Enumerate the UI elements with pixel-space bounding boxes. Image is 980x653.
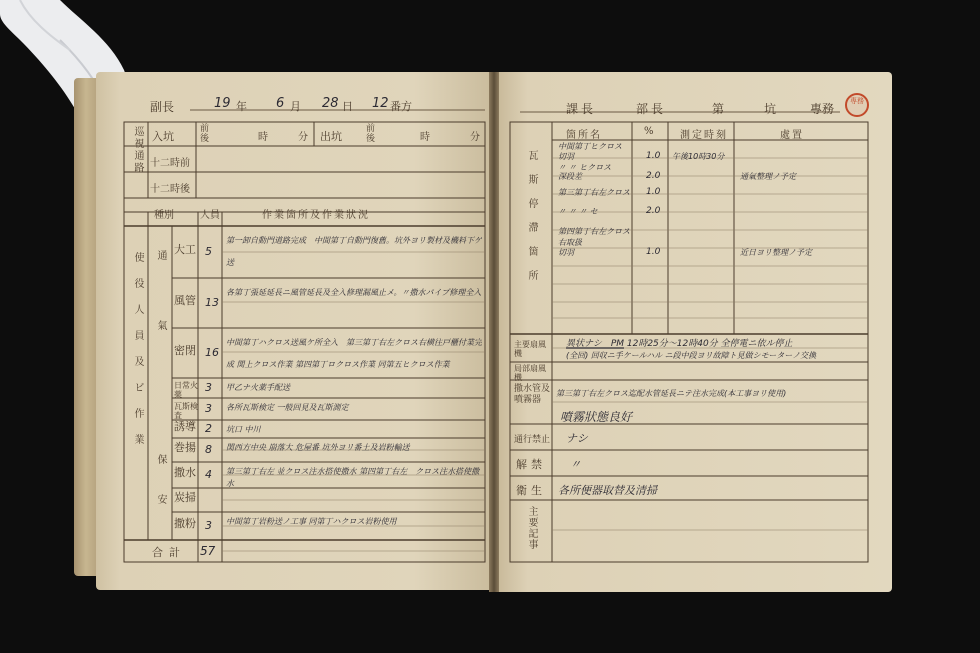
lifting-label: 解禁 xyxy=(516,458,546,471)
before-noon-label: 十二時前 xyxy=(150,158,190,169)
year-value: 19 xyxy=(214,96,231,111)
month-value: 6 xyxy=(276,96,285,111)
gas-row-action: 通氣整理ノ予定 xyxy=(740,172,796,181)
gas-column-header: 處置 xyxy=(780,130,804,141)
row-workers: 4 xyxy=(205,468,212,481)
row-category: 密閉 xyxy=(174,344,196,357)
row-category: 日常火薬 xyxy=(174,381,198,399)
seal-stamp: 専務 xyxy=(845,93,869,117)
row-workers: 3 xyxy=(205,519,212,532)
no-entry-label: 通行禁止 xyxy=(514,435,551,445)
row-note xyxy=(226,492,482,512)
day-value: 28 xyxy=(322,96,339,111)
before-after-1: 前後 xyxy=(200,124,210,144)
row-workers: 13 xyxy=(205,296,219,309)
ventilation-label: 通氣 xyxy=(155,250,166,390)
gas-row-place: 深段差 xyxy=(558,172,582,181)
before-after-2: 前後 xyxy=(366,124,376,144)
local-fan-label: 局部扇風機 xyxy=(514,364,546,382)
gas-row-place: 切羽 xyxy=(558,248,574,257)
row-workers: 5 xyxy=(205,245,212,258)
row-note: 中間第丁ハクロス送風ケ所全入 第三第丁右左クロス右横往戸櫃付業完成 関上クロス作業 第四第丁ロクロス作業 同第五ヒクロス作業 xyxy=(226,338,482,369)
safety-label: 保安 xyxy=(155,454,166,534)
row-workers: 16 xyxy=(205,346,219,359)
gas-row-place: 中間第丁ヒクロス xyxy=(558,142,622,151)
gas-row-place: 右取扱 xyxy=(558,238,582,247)
gas-row-place: 切羽 xyxy=(558,152,574,161)
no-entry-value: ナシ xyxy=(566,432,588,445)
sprinkler-label: 撒水管及噴霧器 xyxy=(514,384,551,405)
row-note: 中間第丁岩粉送ノ工事 同第丁ハクロス岩粉使用 xyxy=(226,517,397,526)
lifting-value: 〃 xyxy=(570,458,581,471)
row-category: 撒粉 xyxy=(174,517,196,530)
pit-label: 坑 xyxy=(764,102,777,116)
gas-column-header: 箇所名 xyxy=(566,130,602,141)
dept-chief-label: 部長 xyxy=(636,102,667,116)
sprinkler-line-2: 噴霧狀態良好 xyxy=(560,410,633,424)
office-label: 專務 xyxy=(810,102,835,116)
remarks-label: 主要記事 xyxy=(526,506,537,550)
row-note: 第三第丁右左 並クロス注水搭使撒水 第四第丁右左 クロス注水搭使撒水 xyxy=(226,467,480,488)
gas-row-percent: 1.0 xyxy=(646,151,661,161)
number-label: 第 xyxy=(712,102,725,116)
row-note: 関西方中央 崩落大 危屋番 坑外ヨリ番土及岩粉輸送 xyxy=(226,443,410,452)
gas-row-percent: 1.0 xyxy=(646,187,661,197)
shift-value: 12 xyxy=(372,96,389,111)
year-unit: 年 xyxy=(236,100,247,113)
row-workers: 3 xyxy=(205,381,212,394)
section-chief-label: 課長 xyxy=(566,102,597,116)
row-category: 大工 xyxy=(174,243,196,256)
gas-row-percent: 2.0 xyxy=(646,171,661,181)
hygiene-value: 各所便器取替及清掃 xyxy=(558,484,657,497)
row-category: 撒水 xyxy=(174,466,196,479)
total-value: 57 xyxy=(200,544,216,558)
row-category: 誘導 xyxy=(174,420,196,433)
after-noon-label: 十二時後 xyxy=(150,184,190,195)
row-category: 瓦斯検査 xyxy=(174,402,198,420)
enter-pit-label: 入坑 xyxy=(152,130,174,143)
patrol-section-label: 巡視通路 xyxy=(132,126,143,174)
gas-row-place: 〃 〃 ヒクロス xyxy=(558,163,612,172)
gas-row-percent: 2.0 xyxy=(646,206,661,216)
hour-label-2: 時 xyxy=(420,132,430,143)
gas-row-place: 第四第丁右左クロス xyxy=(558,227,630,236)
row-category: 巻揚 xyxy=(174,441,196,454)
gas-row-action: 近日ヨリ整理ノ予定 xyxy=(740,248,812,257)
hour-label-1: 時 xyxy=(258,132,268,143)
month-unit: 月 xyxy=(290,100,301,113)
row-workers: 3 xyxy=(205,402,212,415)
gas-row-time: 午後10時30分 xyxy=(672,152,725,161)
exit-pit-label: 出坑 xyxy=(320,130,342,143)
sprinkler-line-1: 第三第丁右左クロス迄配水管延長ニテ注水完成(本工事ヨリ使用) xyxy=(556,389,787,398)
hygiene-label: 衛生 xyxy=(516,484,546,497)
row-category: 風管 xyxy=(174,294,196,307)
main-fan-line-2: (全回) 回収ニ手ケールハル ニ段中段ヨリ故障ト見做シモーターノ交換 xyxy=(566,351,817,360)
row-note: 坑口 中川 xyxy=(226,425,261,434)
row-workers: 8 xyxy=(205,443,212,456)
gas-column-header: % xyxy=(644,126,656,137)
row-category: 炭掃 xyxy=(174,491,196,504)
row-note: 各第丁張延延長ニ風管延長及全入修理漏風止メ。〃撒水パイプ修理全入 xyxy=(226,288,482,297)
minute-label-2: 分 xyxy=(470,132,480,143)
workers-header: 人員 xyxy=(200,210,220,221)
row-note: 甲乙ナ火薬手配送 xyxy=(226,383,290,392)
shift-label: 番方 xyxy=(390,100,412,113)
work-location-header: 作業箇所及作業狀況 xyxy=(262,210,370,221)
category-header: 種別 xyxy=(154,210,174,221)
gas-row-place: 第三第丁右左クロス xyxy=(558,188,630,197)
gas-row-place: 〃 〃 〃 セ xyxy=(558,207,598,216)
deputy-chief-label: 副長 xyxy=(150,100,175,114)
total-label: 合計 xyxy=(152,546,186,559)
gas-column-header: 測定時刻 xyxy=(680,130,728,141)
minute-label-1: 分 xyxy=(298,132,308,143)
main-fan-label: 主要扇風機 xyxy=(514,340,546,358)
row-note: 第一卸自動門道路完成 中間第丁自動門復舊。坑外ヨリ製材及機料下ゲ送 xyxy=(226,236,482,267)
row-note: 各所瓦斯検定 一般回見及瓦斯測定 xyxy=(226,403,349,412)
gas-row-percent: 1.0 xyxy=(646,247,661,257)
row-workers: 2 xyxy=(205,422,212,435)
day-unit: 日 xyxy=(342,100,353,113)
labor-side-label: 使役人員及ビ作業 xyxy=(132,252,143,460)
gas-stagnation-label: 瓦斯停滯箇所 xyxy=(526,150,537,294)
main-fan-line-1: 異状ナシ PM 12時25分〜12時40分 全停電ニ依ル停止 xyxy=(566,339,793,349)
